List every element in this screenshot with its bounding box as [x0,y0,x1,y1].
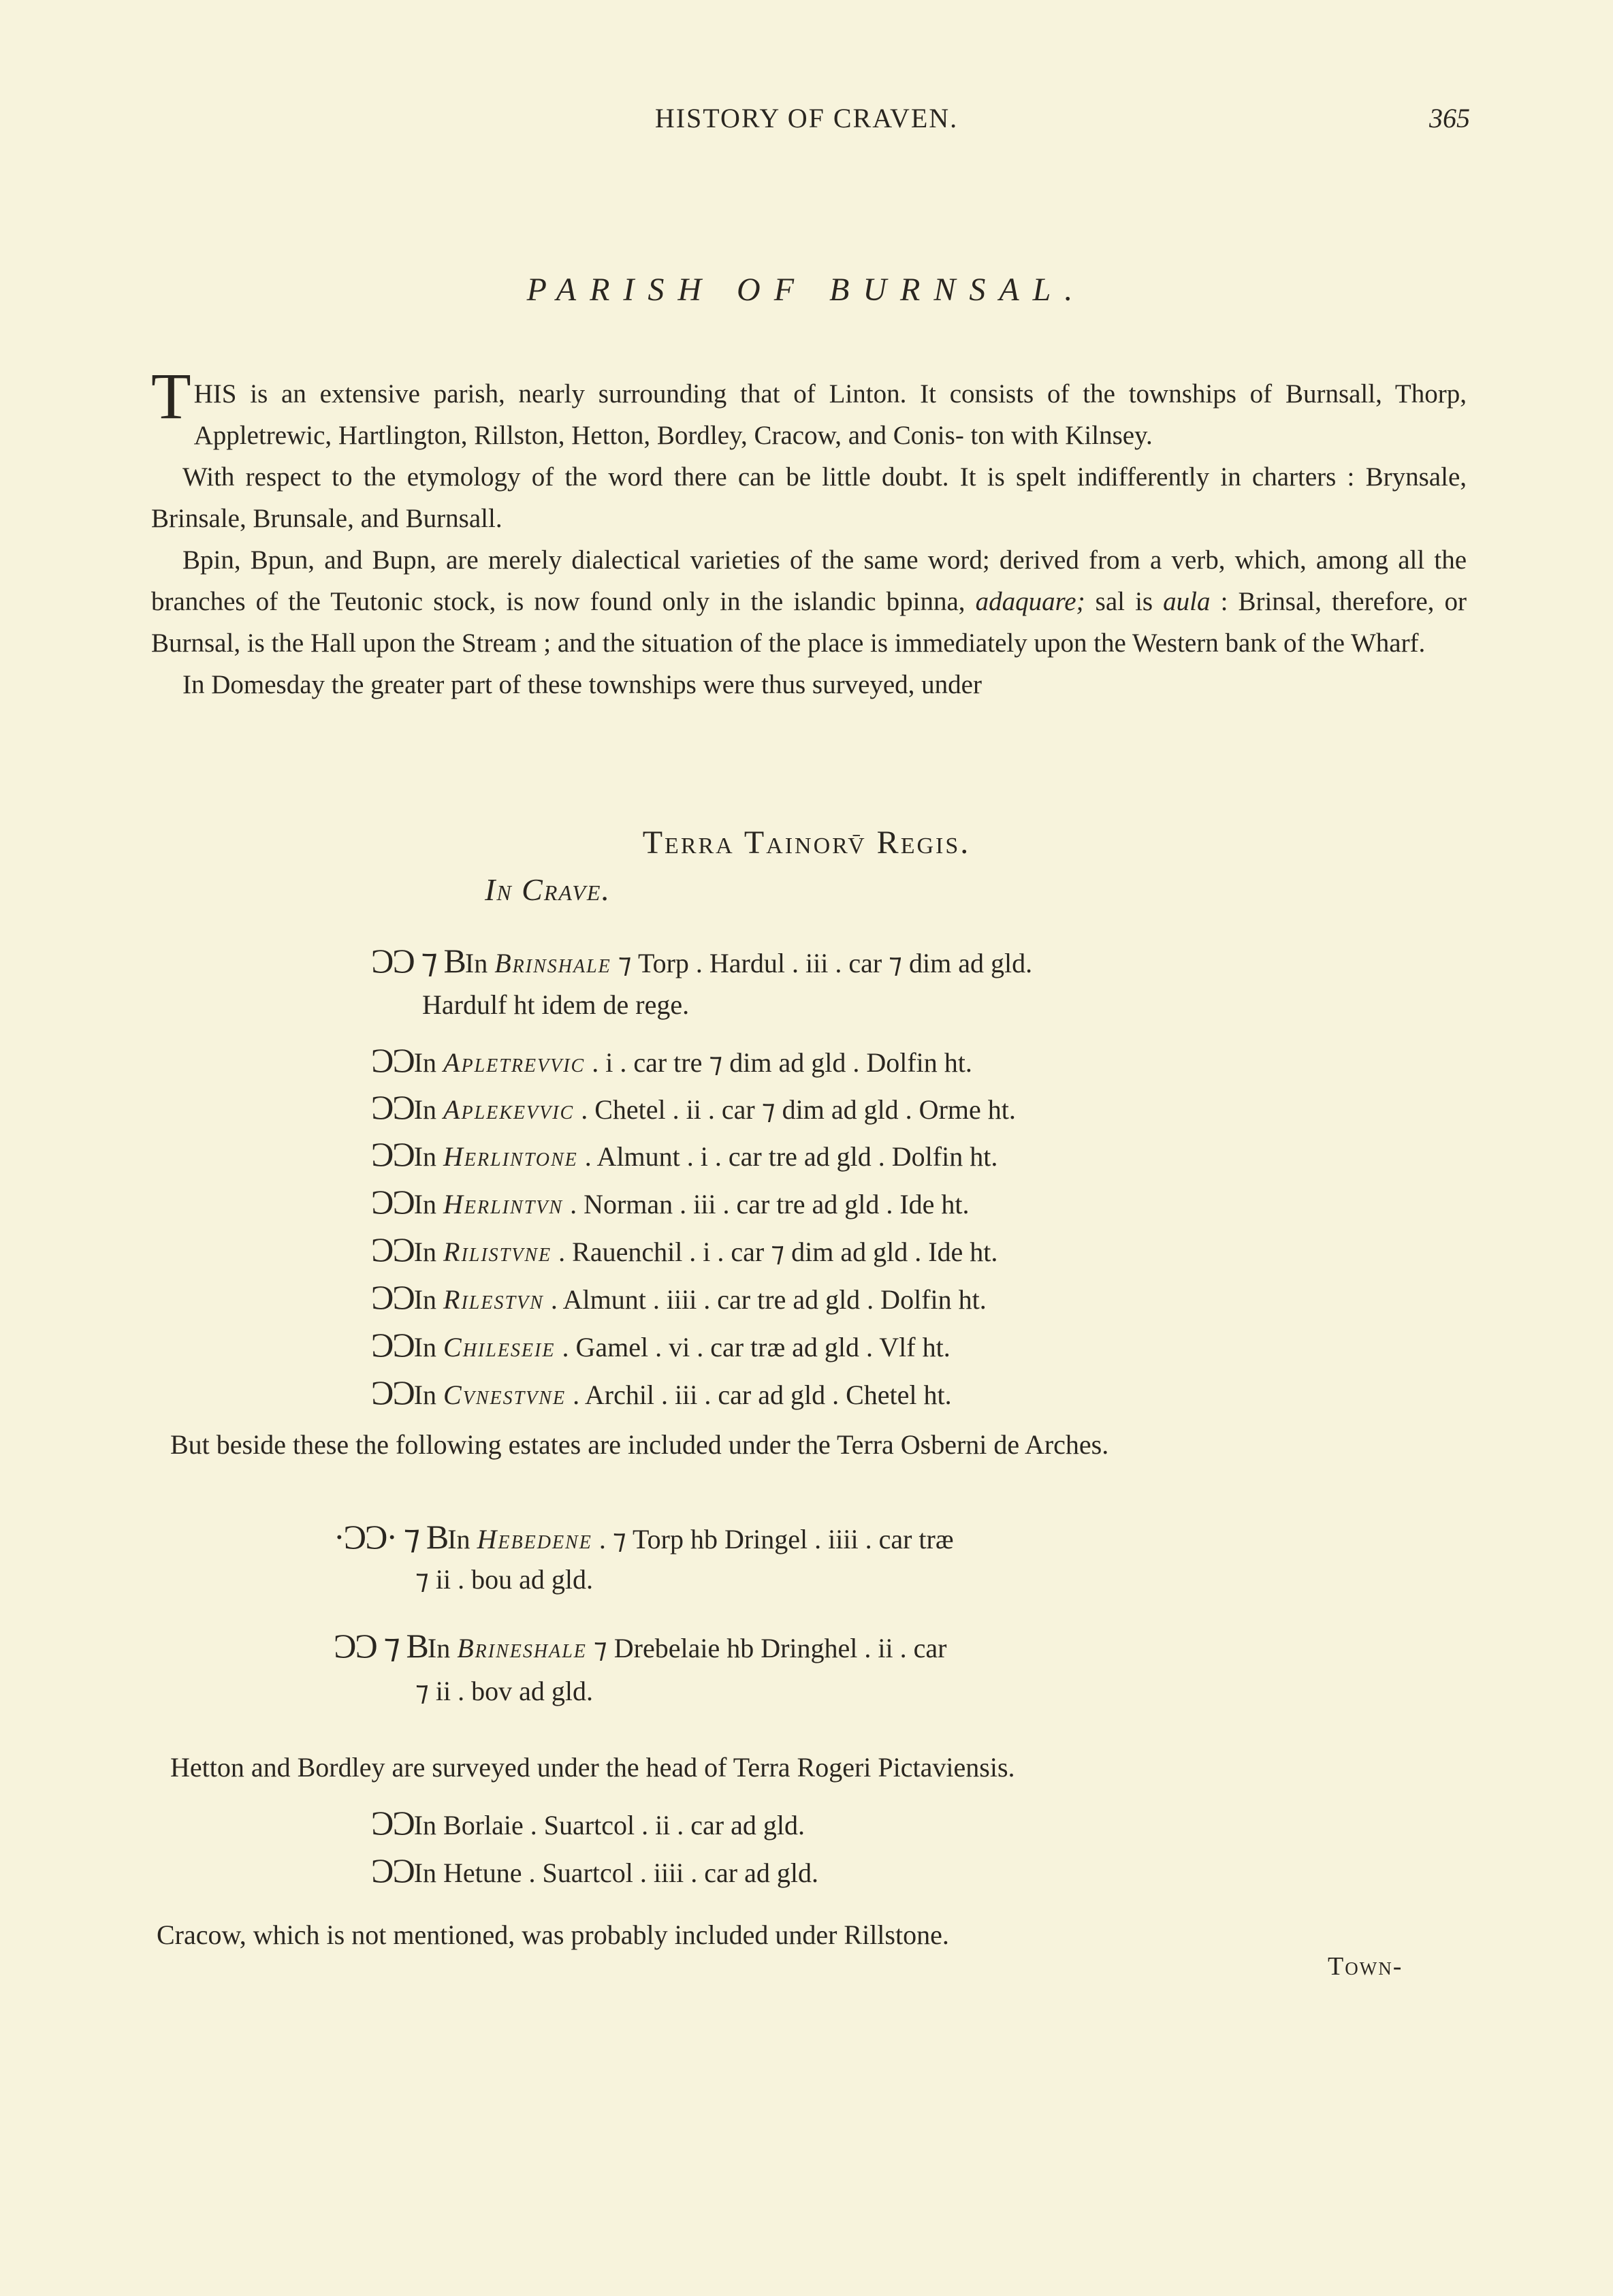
paragraph-4: In Domesday the greater part of these townships were thus surveyed, under [182,670,982,699]
domesday-entry [371,1087,1016,1127]
manor-marker: ƆƆ [371,1183,414,1221]
domesday-entry [371,1851,818,1890]
domesday-entry [422,989,689,1021]
entry-text: . Rauenchil . i . car ⁊ dim ad gld . Ide ht. [552,1237,998,1267]
paragraph-2: With respect to the etymology of the word there can be little doubt. It is spelt indifferently in charters : Brynsale, Brinsale, Brunsale, and Burnsall. [151,462,1467,533]
entry-text: ⁊ ii . bov ad gld. [415,1676,593,1706]
paragraph-1-text: HIS is an extensive parish, nearly surrounding that of Linton. It consists of the townships of Burnsall, Thorp, Appletrewic, Hartlington, Rillston, Hetton, Bordley, Cracow, and Conis- ton with Kilnsey. [193,379,1467,450]
parish-title: PARISH OF BURNSAL. [526,272,1087,308]
manor-marker: ƆƆ [371,1088,414,1126]
place-name: Apletrevvic [443,1047,586,1078]
entry-prefix: In [413,1332,444,1362]
entry-text: ⁊ Torp . Hardul . iii . car ⁊ dim ad gld. [611,948,1033,978]
entry-prefix: In [427,1633,458,1663]
note-cracow: Cracow, which is not mentioned, was probably included under Rillstone. [157,1919,949,1950]
entry-prefix: In [413,1380,444,1410]
domesday-entry [334,1517,954,1557]
domesday-entry [334,1626,946,1665]
note-osberni: But beside these the following estates are included under the Terra Osberni de Arches. [170,1429,1109,1460]
running-head: HISTORY OF CRAVEN. [654,103,959,133]
domesday-entry [371,1277,987,1317]
place-name: Herlintone [443,1141,578,1172]
manor-marker: ƆƆ [371,1230,414,1269]
entry-prefix: In [413,1237,444,1267]
paragraph-3-text-c: : Brinsal, therefore, or Burnsal, is the Hall upon the Stream ; and the situation of the place is immediately upon the Western bank of the Wharf. [151,587,1467,658]
domesday-entry [371,1182,970,1222]
manor-marker: ƆƆ [371,1851,414,1890]
entry-text: . ⁊ Torp hb Dringel . iiii . car træ [592,1524,954,1554]
manor-marker: ƆƆ [371,1135,414,1173]
entry-text: . Norman . iii . car tre ad gld . Ide ht. [563,1189,970,1219]
entry-prefix: In [413,1094,444,1125]
paragraph-3-text-a: Bpin, Bpun, and Bupn, are merely dialectical varieties of the same word; derived from a verb, which, among all the branches of the Teutonic stock, is now found only in the islandic bpinna, [151,545,1467,616]
domesday-entry [415,1675,593,1707]
place-name: Aplekevvic [443,1094,575,1125]
entry-text: Hardulf ht idem de rege. [422,989,690,1020]
place-name: Herlintvn [443,1189,564,1219]
domesday-entry [371,1803,805,1843]
manor-marker: ƆƆ [371,1041,414,1079]
entry-text: . i . car tre ⁊ dim ad gld . Dolfin ht. [585,1047,972,1078]
entry-text: . Archil . iii . car ad gld . Chetel ht. [566,1380,952,1410]
intro-text [151,360,1467,705]
manor-marker: ƆƆ [371,1326,414,1364]
term-adaquare: adaquare; [975,587,1085,616]
manor-marker: ƆƆ [371,1373,414,1412]
entry-text: Borlaie . Suartcol . ii . car ad gld. [443,1810,805,1840]
entry-prefix: In [413,1141,444,1172]
drop-cap: T [151,360,191,432]
manor-marker: ·ƆƆ· ⁊ B [334,1518,448,1556]
entry-text: . Almunt . i . car tre ad gld . Dolfin ht. [577,1141,998,1172]
domesday-entry [371,1040,972,1080]
entry-text: ⁊ ii . bou ad gld. [415,1564,593,1595]
entry-text: . Gamel . vi . car træ ad gld . Vlf ht. [555,1332,951,1362]
term-aula: aula [1163,587,1211,616]
entry-text: ⁊ Drebelaie hb Dringhel . ii . car [586,1633,947,1663]
terra-subheading: In Crave. [485,872,611,907]
entry-prefix: In [413,1284,444,1315]
domesday-entry [415,1563,593,1595]
place-name: Chileseie [443,1332,556,1362]
place-name: Rilistvne [443,1237,552,1267]
manor-marker: ƆƆ ⁊ B [371,942,465,980]
domesday-entry [371,941,1032,980]
entry-prefix: In [413,1857,444,1888]
note-rogeri: Hetton and Bordley are surveyed under the head of Terra Rogeri Pictaviensis. [170,1752,1015,1783]
catchword: Town- [1328,1952,1403,1981]
manor-marker: ƆƆ ⁊ B [334,1627,428,1665]
entry-prefix: In [447,1524,477,1554]
entry-prefix: In [413,1047,444,1078]
paragraph-3 [151,539,1467,664]
paragraph-3-text-b: sal is [1085,587,1164,616]
entry-text: Hetune . Suartcol . iiii . car ad gld. [443,1857,818,1888]
domesday-entry [371,1325,951,1365]
manor-marker: ƆƆ [371,1804,414,1842]
entry-prefix: In [413,1810,444,1840]
page-number: 365 [1429,103,1470,133]
entry-prefix: In [464,948,495,978]
domesday-entry [371,1230,997,1269]
manor-marker: ƆƆ [371,1278,414,1316]
place-name: Rilestvn [443,1284,544,1315]
entry-text: . Chetel . ii . car ⁊ dim ad gld . Orme ht. [574,1094,1016,1125]
place-name: Cvnestvne [443,1380,566,1410]
place-name: Brinshale [494,948,611,978]
domesday-entry [371,1373,952,1412]
place-name: Brineshale [457,1633,587,1663]
place-name: Hebedene [477,1524,592,1554]
entry-text: . Almunt . iiii . car tre ad gld . Dolfin ht. [543,1284,987,1315]
domesday-entry [371,1134,997,1174]
terra-heading: Terra Tainorv̄ Regis. [642,825,971,861]
paragraph-1 [151,360,1467,456]
entry-prefix: In [413,1189,444,1219]
